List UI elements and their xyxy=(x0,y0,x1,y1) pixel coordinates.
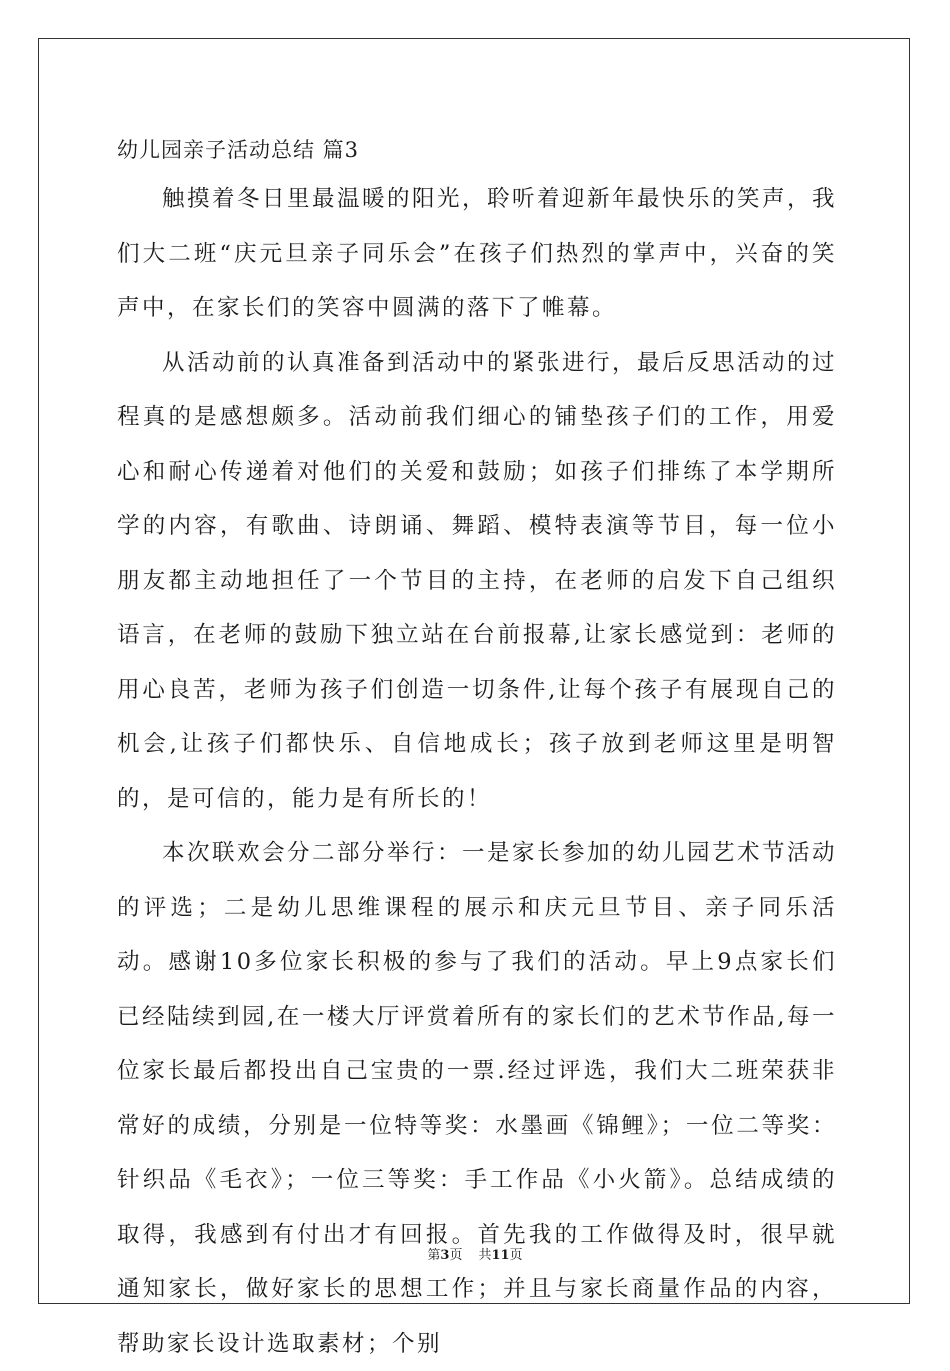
total-page-number: 11 xyxy=(491,1248,510,1263)
paragraph-2: 从活动前的认真准备到活动中的紧张进行，最后反思活动的过程真的是感想颇多。活动前我们细心的铺垫孩子们的工作，用爱心和耐心传递着对他们的关爱和鼓励；如孩子们排练了本学期所学的内容，有歌曲、诗朗诵、舞蹈、模特表演等节目，每一位小朋友都主动地担任了一个节目的主持，在老师的启发下自己组织语言，在老师的鼓励下独立站在台前报幕,让家长感觉到：老师的用心良苦，老师为孩子们创造一切条件,让每个孩子有展现自己的机会,让孩子们都快乐、自信地成长；孩子放到老师这里是明智的，是可信的，能力是有所长的！ xyxy=(117,349,838,812)
document-title: 幼儿园亲子活动总结 篇3 xyxy=(117,138,360,162)
total-prefix: 共 xyxy=(478,1248,492,1263)
document-body xyxy=(117,128,837,1371)
page-unit: 页 xyxy=(449,1248,463,1263)
total-unit: 页 xyxy=(509,1248,523,1263)
paragraph-1: 触摸着冬日里最温暖的阳光，聆听着迎新年最快乐的笑声，我们大二班“庆元旦亲子同乐会”在孩子们热烈的掌声中，兴奋的笑声中，在家长们的笑容中圆满的落下了帷幕。 xyxy=(117,186,838,321)
page-prefix: 第 xyxy=(427,1248,441,1263)
page-footer xyxy=(0,1247,950,1265)
current-page-number: 3 xyxy=(440,1248,450,1263)
paragraph-3: 本次联欢会分二部分举行：一是家长参加的幼儿园艺术节活动的评选；二是幼儿思维课程的展示和庆元旦节目、亲子同乐活动。感谢10多位家长积极的参与了我们的活动。早上9点家长们已经陆续到园,在一楼大厅评赏着所有的家长们的艺术节作品,每一位家长最后都投出自己宝贵的一票.经过评选，我们大二班荣获非常好的成绩，分别是一位特等奖：水墨画《锦鲤》；一位二等奖：针织品《毛衣》；一位三等奖：手工作品《小火箭》。总结成绩的取得，我感到有付出才有回报。首先我的工作做得及时，很早就通知家长，做好家长的思想工作；并且与家长商量作品的内容，帮助家长设计选取素材；个别 xyxy=(117,840,838,1357)
